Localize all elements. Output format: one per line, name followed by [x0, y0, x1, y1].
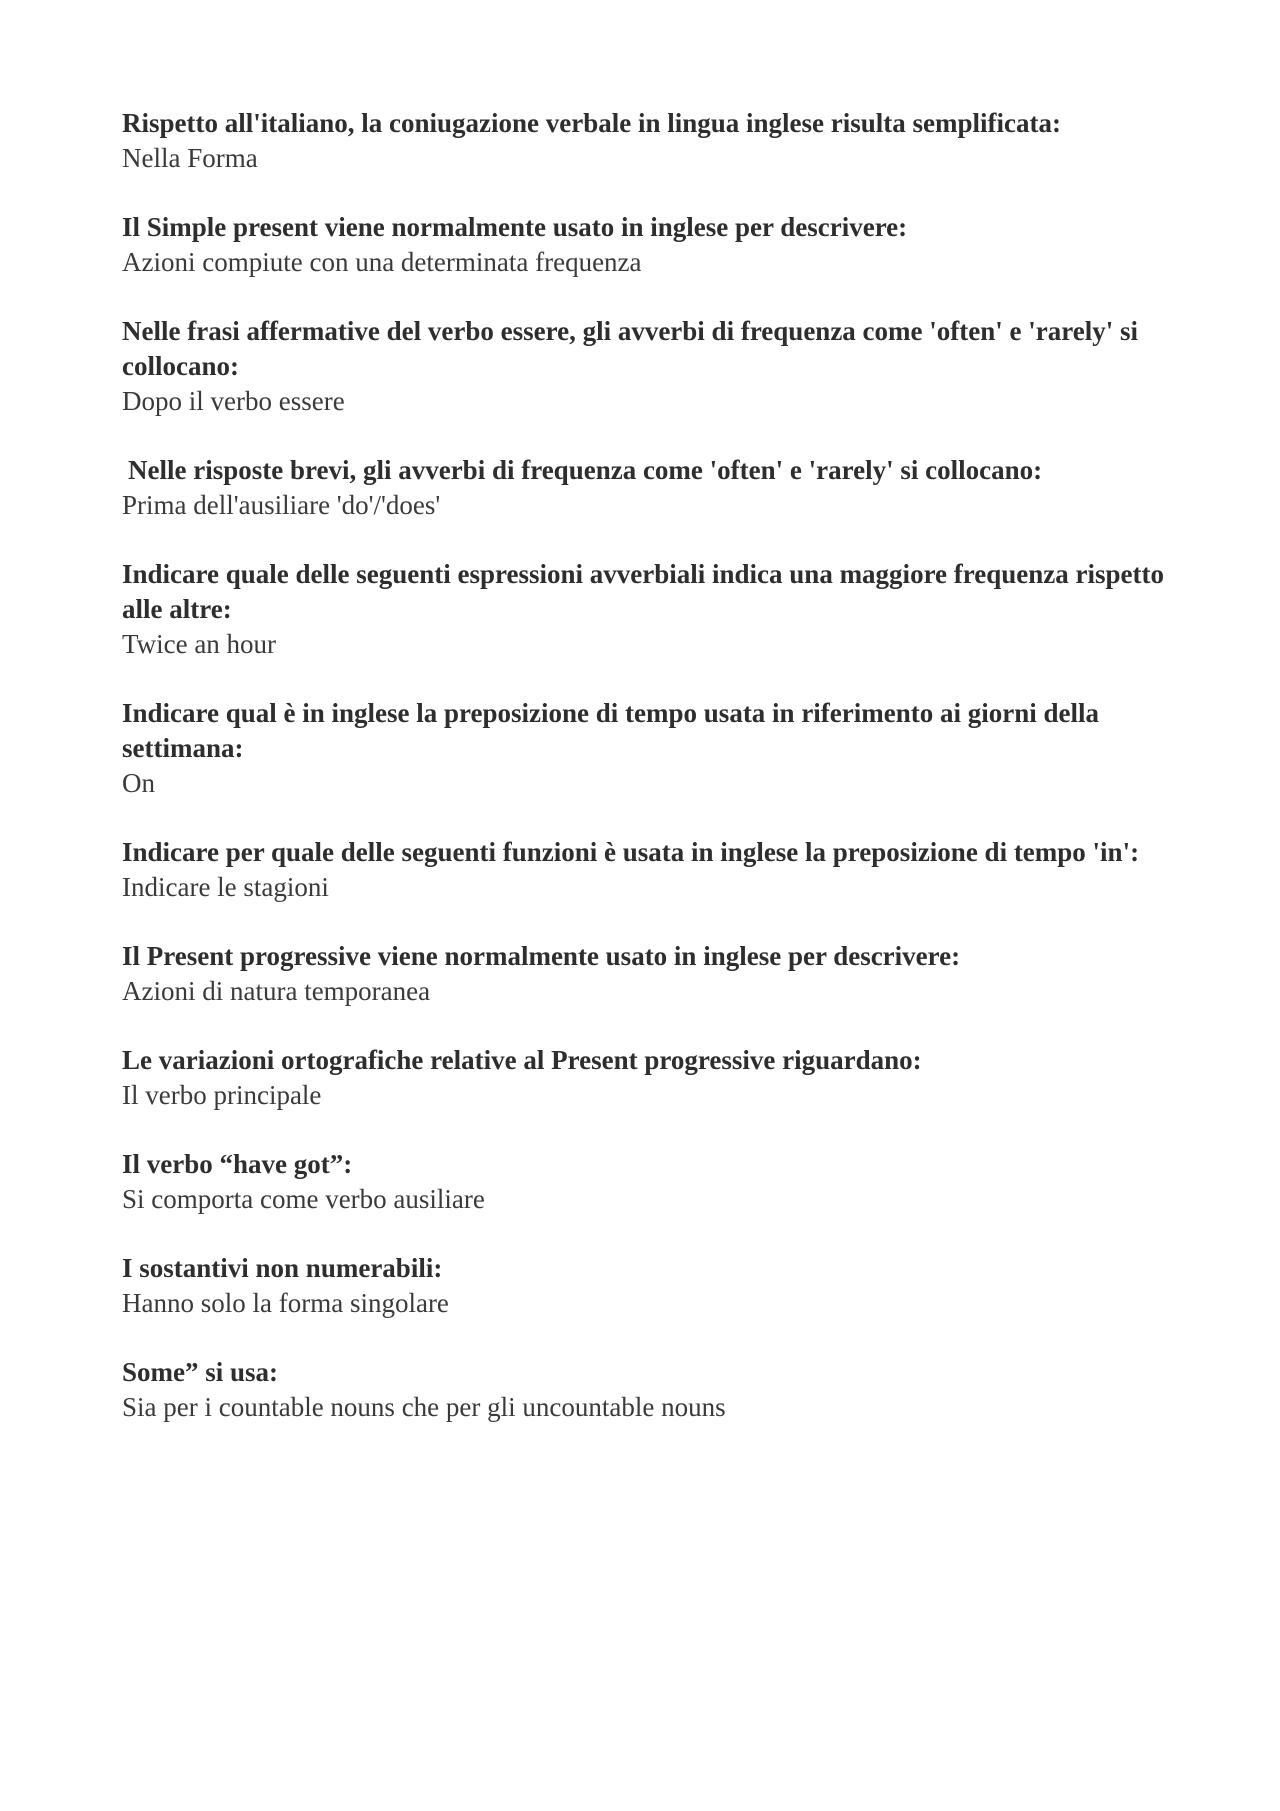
question-text: Some” si usa:	[122, 1357, 279, 1387]
qa-item-11	[122, 1251, 1180, 1321]
qa-item-8	[122, 939, 1180, 1009]
qa-item-4	[122, 453, 1180, 523]
qa-item-2	[122, 210, 1180, 280]
qa-item-9	[122, 1043, 1180, 1113]
question-text: Rispetto all'italiano, la coniugazione verbale in lingua inglese risulta semplificata:	[122, 108, 1061, 138]
question-text: Le variazioni ortografiche relative al Present progressive riguardano:	[122, 1045, 922, 1075]
question-text: Il verbo “have got”:	[122, 1149, 353, 1179]
qa-item-7	[122, 835, 1180, 905]
answer-text: On	[122, 768, 155, 798]
qa-item-1	[122, 106, 1180, 176]
question-text: Nelle frasi affermative del verbo essere, gli avverbi di frequenza come 'often' e 'rarely' si collocano:	[122, 316, 1138, 381]
answer-text: Azioni di natura temporanea	[122, 976, 431, 1006]
question-text: Indicare per quale delle seguenti funzioni è usata in inglese la preposizione di tempo 'in':	[122, 837, 1140, 867]
answer-text: Prima dell'ausiliare 'do'/'does'	[122, 490, 441, 520]
answer-text: Azioni compiute con una determinata frequenza	[122, 247, 642, 277]
answer-text: Hanno solo la forma singolare	[122, 1288, 449, 1318]
qa-item-5	[122, 557, 1180, 662]
question-text: Il Simple present viene normalmente usato in inglese per descrivere:	[122, 212, 908, 242]
answer-text: Si comporta come verbo ausiliare	[122, 1184, 485, 1214]
question-text: Indicare qual è in inglese la preposizione di tempo usata in riferimento ai giorni della settimana:	[122, 698, 1100, 763]
answer-text: Sia per i countable nouns che per gli uncountable nouns	[122, 1392, 726, 1422]
qa-item-12	[122, 1355, 1180, 1425]
answer-text: Dopo il verbo essere	[122, 386, 345, 416]
answer-text: Twice an hour	[122, 629, 277, 659]
answer-text: Indicare le stagioni	[122, 872, 329, 902]
qa-item-10	[122, 1147, 1180, 1217]
question-text: Indicare quale delle seguenti espressioni avverbiali indica una maggiore frequenza rispetto alle altre:	[122, 559, 1165, 624]
qa-item-3	[122, 314, 1180, 419]
question-text: I sostantivi non numerabili:	[122, 1253, 443, 1283]
qa-item-6	[122, 696, 1180, 801]
question-text: Il Present progressive viene normalmente usato in inglese per descrivere:	[122, 941, 961, 971]
answer-text: Il verbo principale	[122, 1080, 322, 1110]
answer-text: Nella Forma	[122, 143, 258, 173]
question-text: Nelle risposte brevi, gli avverbi di frequenza come 'often' e 'rarely' si collocano:	[128, 455, 1043, 485]
